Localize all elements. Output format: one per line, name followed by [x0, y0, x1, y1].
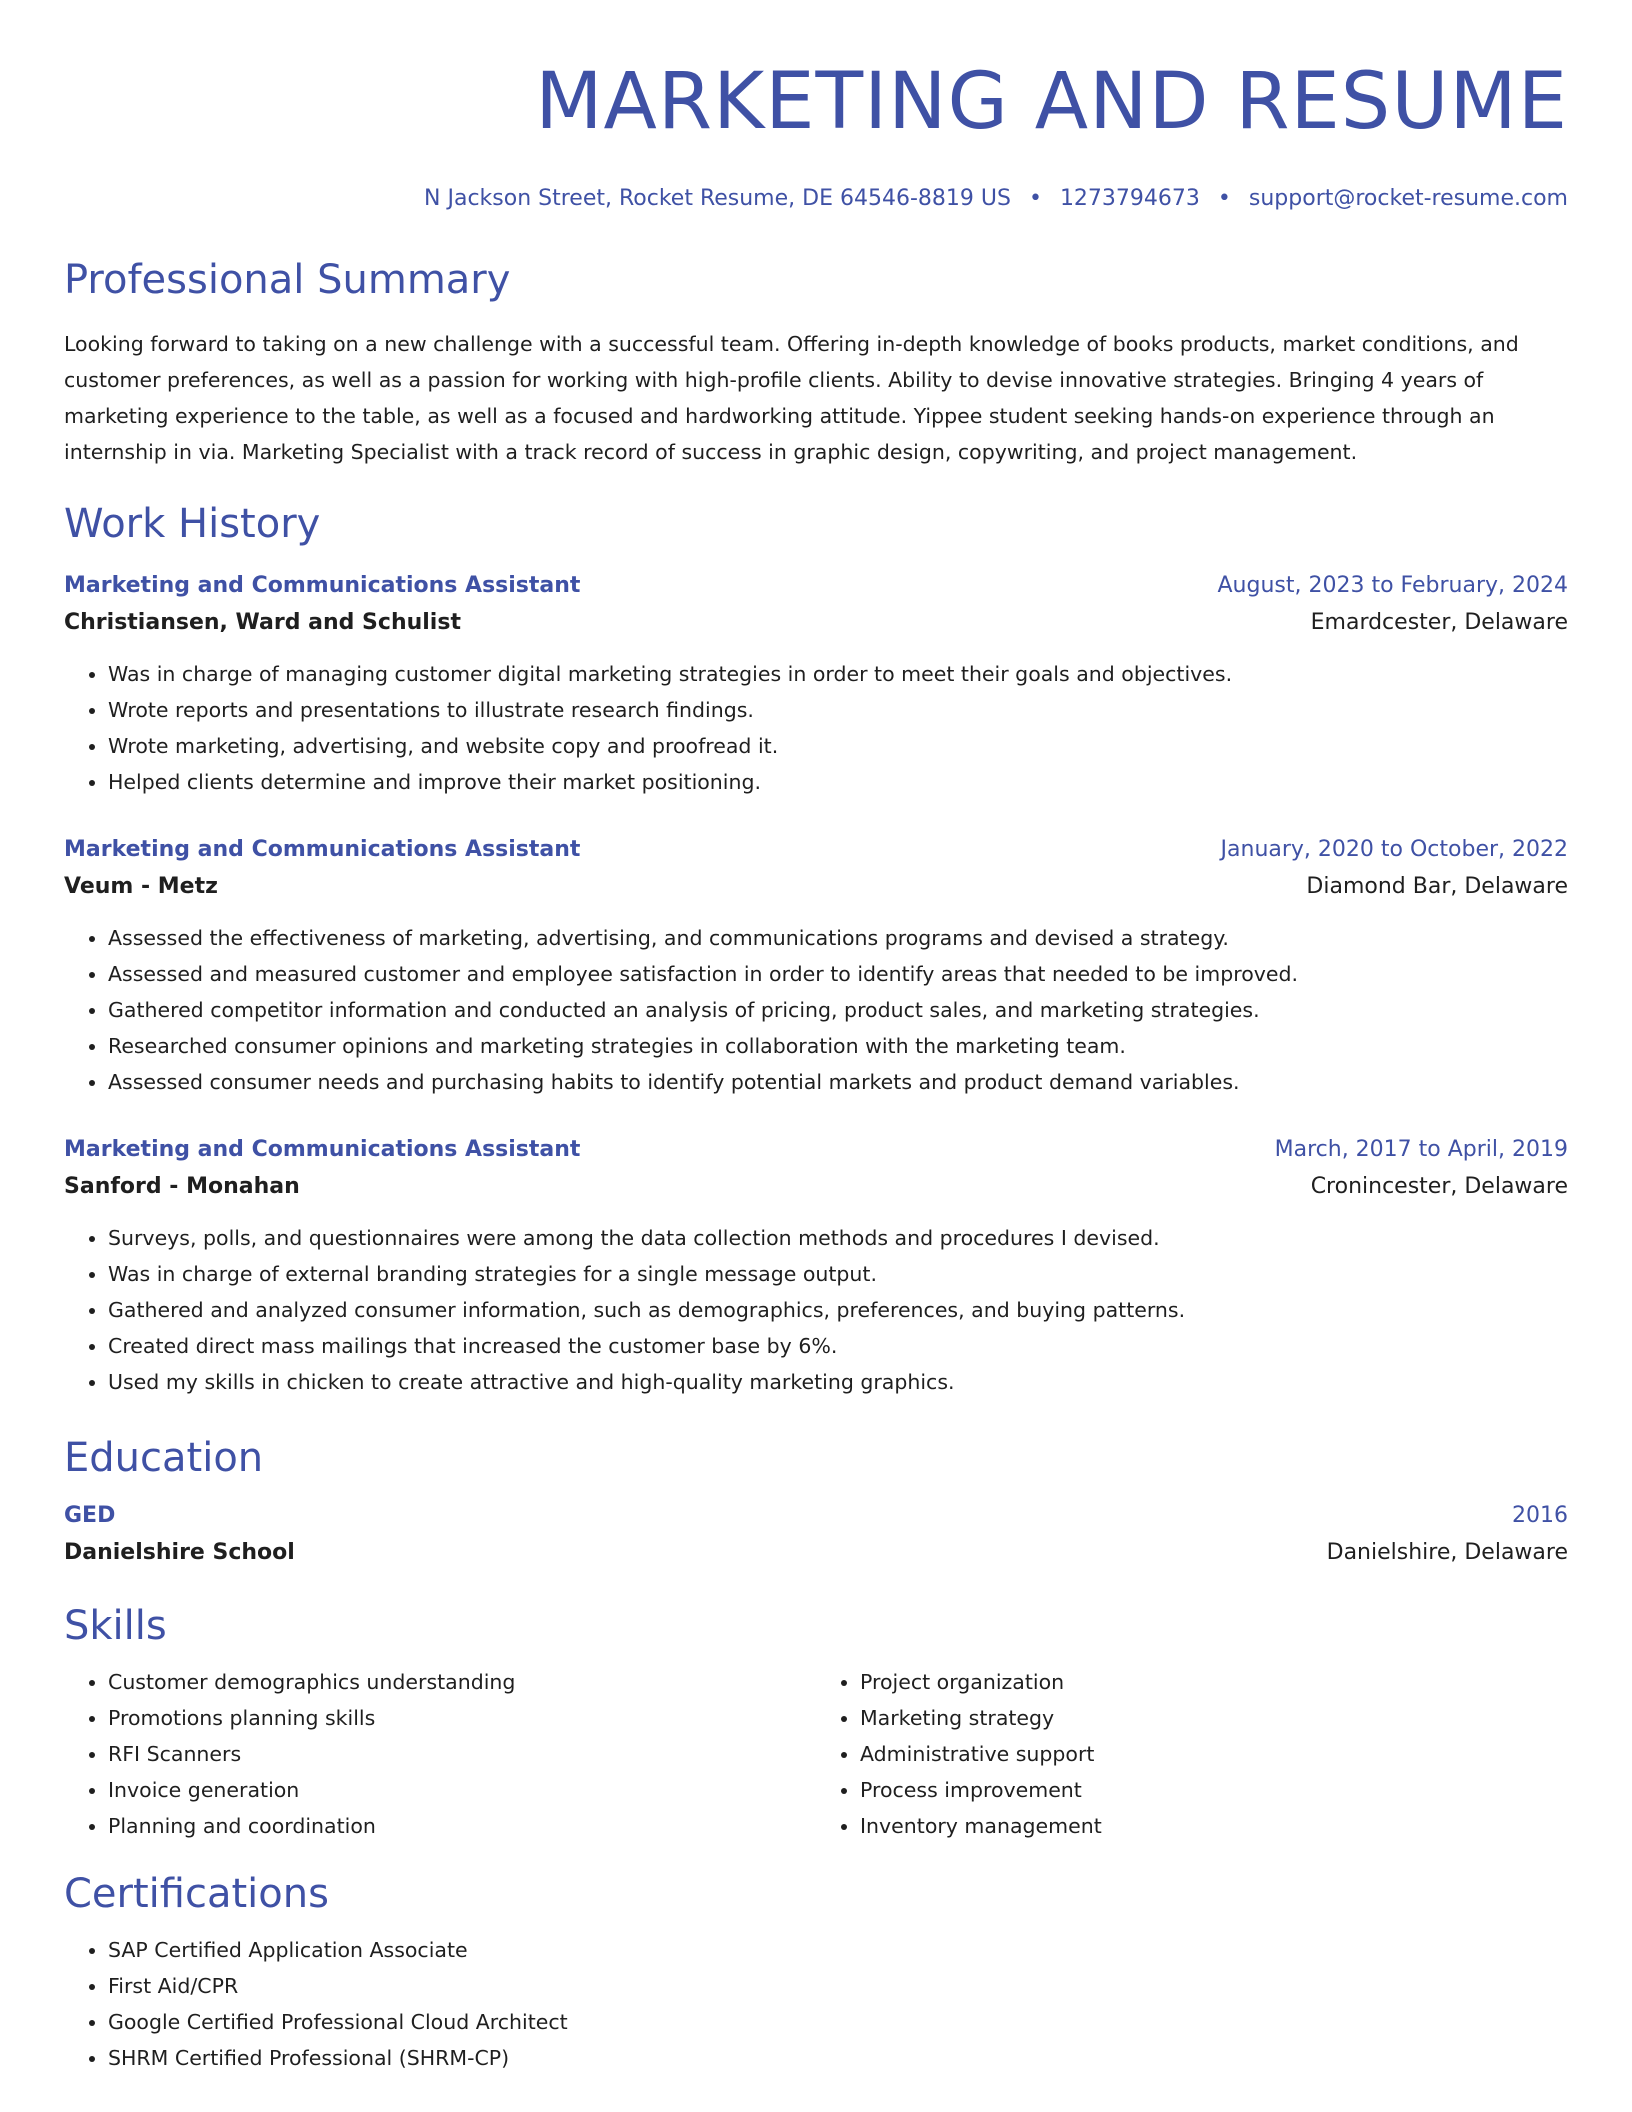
- job-dates: August, 2023 to February, 2024: [1217, 573, 1568, 598]
- certification-item: • Google Certified Professional Cloud Architect: [108, 2004, 1568, 2040]
- job-bullet: • Used my skills in chicken to create attractive and high-quality marketing graphics.: [108, 1364, 1568, 1400]
- job-bullet: • Wrote marketing, advertising, and website copy and proofread it.: [108, 728, 1568, 764]
- job-bullet: • Assessed the effectiveness of marketing, advertising, and communications programs and devised a strategy.: [108, 920, 1568, 956]
- job-bullet: • Helped clients determine and improve their market positioning.: [108, 764, 1568, 800]
- education-location: Danielshire, Delaware: [1326, 1540, 1568, 1565]
- job-bullets: [64, 920, 1568, 1100]
- contact-email: support@rocket-resume.com: [1248, 186, 1568, 211]
- job-title: Marketing and Communications Assistant: [64, 573, 581, 598]
- skills-list-left: [64, 1664, 816, 1844]
- section-title-skills: Skills: [64, 1603, 167, 1649]
- job-bullet: • Assessed and measured customer and employee satisfaction in order to identify areas that needed to be improved.: [108, 956, 1568, 992]
- section-title-summary: Professional Summary: [64, 257, 511, 303]
- contact-address: N Jackson Street, Rocket Resume, DE 64546-8819 US: [424, 186, 1011, 211]
- education-school: Danielshire School: [64, 1540, 295, 1565]
- section-title-education: Education: [64, 1435, 264, 1481]
- job-bullet: • Gathered and analyzed consumer information, such as demographics, preferences, and buying patterns.: [108, 1292, 1568, 1328]
- certification-item: • SHRM Certified Professional (SHRM-CP): [108, 2040, 1568, 2076]
- contact-phone: 1273794673: [1059, 186, 1200, 211]
- skills-columns: [64, 1664, 1568, 1844]
- job-employer: Veum - Metz: [64, 874, 218, 899]
- job-bullet: • Surveys, polls, and questionnaires were among the data collection methods and procedures I devised.: [108, 1220, 1568, 1256]
- job-title: Marketing and Communications Assistant: [64, 1137, 581, 1162]
- education-year: 2016: [1512, 1503, 1568, 1528]
- job-employer: Christiansen, Ward and Schulist: [64, 610, 461, 635]
- skill-item: • Marketing strategy: [860, 1700, 1568, 1736]
- section-title-certifications: Certifications: [64, 1871, 329, 1917]
- job-bullet: • Was in charge of managing customer digital marketing strategies in order to meet their goals and objectives.: [108, 656, 1568, 692]
- skill-item: • Administrative support: [860, 1736, 1568, 1772]
- job-entry: [64, 568, 1568, 800]
- job-bullet: • Was in charge of external branding strategies for a single message output.: [108, 1256, 1568, 1292]
- job-location: Emardcester, Delaware: [1310, 610, 1568, 635]
- skill-item: • RFI Scanners: [108, 1736, 816, 1772]
- skills-list-right: [816, 1664, 1568, 1844]
- skill-item: • Customer demographics understanding: [108, 1664, 816, 1700]
- job-bullet: • Researched consumer opinions and marketing strategies in collaboration with the marketing team.: [108, 1028, 1568, 1064]
- skill-item: • Inventory management: [860, 1808, 1568, 1844]
- job-bullet: • Gathered competitor information and conducted an analysis of pricing, product sales, and marketing strategies.: [108, 992, 1568, 1028]
- contact-line: [64, 184, 1568, 214]
- certifications-list: [64, 1932, 1568, 2076]
- skill-item: • Project organization: [860, 1664, 1568, 1700]
- job-bullet: • Assessed consumer needs and purchasing habits to identify potential markets and product demand variables.: [108, 1064, 1568, 1100]
- job-location: Cronincester, Delaware: [1310, 1174, 1568, 1199]
- education-entry: [64, 1498, 1568, 1572]
- skill-item: • Invoice generation: [108, 1772, 816, 1808]
- job-entry: [64, 832, 1568, 1100]
- certification-item: • First Aid/CPR: [108, 1968, 1568, 2004]
- candidate-name: MARKETING AND RESUME: [535, 57, 1568, 147]
- job-location: Diamond Bar, Delaware: [1306, 874, 1568, 899]
- job-dates: March, 2017 to April, 2019: [1274, 1137, 1568, 1162]
- job-employer: Sanford - Monahan: [64, 1174, 300, 1199]
- job-dates: January, 2020 to October, 2022: [1220, 837, 1568, 862]
- section-title-work-history: Work History: [64, 501, 321, 547]
- education-degree: GED: [64, 1503, 116, 1528]
- job-bullets: [64, 1220, 1568, 1400]
- job-title: Marketing and Communications Assistant: [64, 837, 581, 862]
- skill-item: • Planning and coordination: [108, 1808, 816, 1844]
- skill-item: • Promotions planning skills: [108, 1700, 816, 1736]
- resume-header: [64, 56, 1568, 214]
- summary-text: Looking forward to taking on a new challenge with a successful team. Offering in-depth knowledge of books products, market conditions, and customer preferences, as well as a passion for working with high-profile clients. Ability to devise innovative strategies. Bringing 4 years of marketing experience to the table, as well as a focused and hardworking attitude. Yippee student seeking hands-on experience through an internship in via. Marketing Specialist with a track record of success in graphic design, copywriting, and project management.: [64, 332, 1519, 464]
- certification-item: • SAP Certified Application Associate: [108, 1932, 1568, 1968]
- job-bullets: [64, 656, 1568, 800]
- skill-item: • Process improvement: [860, 1772, 1568, 1808]
- contact-separator: •: [1028, 186, 1042, 211]
- job-bullet: • Created direct mass mailings that increased the customer base by 6%.: [108, 1328, 1568, 1364]
- contact-separator: •: [1217, 186, 1231, 211]
- job-bullet: • Wrote reports and presentations to illustrate research findings.: [108, 692, 1568, 728]
- job-entry: [64, 1132, 1568, 1400]
